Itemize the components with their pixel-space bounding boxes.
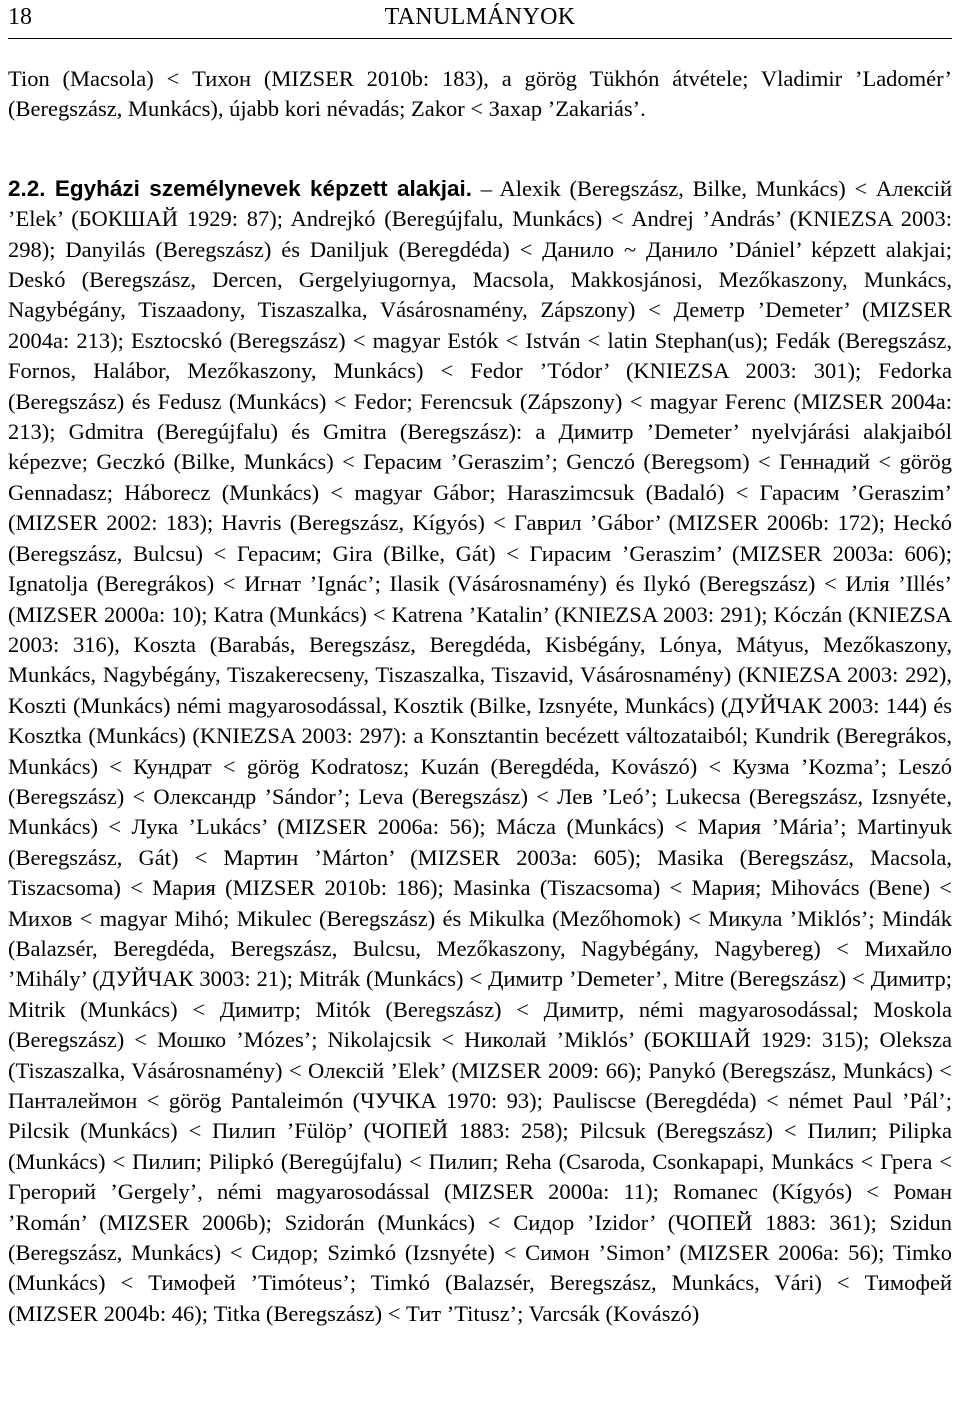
paragraph-2-text: – Alexik (Beregszász, Bilke, Munkács) < Алексій ’Elek’ (БОКШАЙ 1929: 87); Andrejkó (Beregújfalu, Munkács) < Andrej ’András’ (KNIEZSA 2003: 298); Danyilás (Beregszász) és Daniljuk (Beregdéda) < Данило ~ Данило ’Dániel’ képzett alakjai; Deskó (Beregszász, Dercen, Gergelyiugornya, Macsola, Makkosjánosi, Mezőkaszony, Munkács, Nagybégány, Tiszaadony, Tiszaszalka, Vásárosnamény, Zápszony) < Деметр ’Demeter’ (MIZSER 2004a: 213); Esztocskó (Beregszász) < magyar Estók < István < latin Stephan(us); Fedák (Beregszász, Fornos, Halábor, Mezőkaszony, Munkács) < Fedor ’Tódor’ (KNIEZSA 2003: 301); Fedorka (Beregszász) és Fedusz (Munkács) < Fedor; Ferencsuk (Zápszony) < magyar Ferenc (MIZSER 2004a: 213); Gdmitra (Beregújfalu) és Gmitra (Beregszász): a Димитр ’Demeter’ nyelvjárási alakjaiból képezve; Geczkó (Bilke, Munkács) < Герасим ’Geraszim’; Genczó (Beregsom) < Геннадий < görög Gennadasz; Háborecz (Munkács) < magyar Gábor; Haraszimcsuk (Badaló) < Гарасим ’Geraszim’ (MIZSER 2002: 183); Havris (Beregszász, Kígyós) < Гаврил ’Gábor’ (MIZSER 2006b: 172); Heckó (Beregszász, Bulcsu) < Герасим; Gira (Bilke, Gát) < Гирасим ’Geraszim’ (MIZSER 2003a: 606); Ignatolja (Beregrákos) < Игнат ’Ignác’; Ilasik (Vásárosnamény) és Ilykó (Beregszász) < Илія ’Illés’ (MIZSER 2000a: 10); Katra (Munkács) < Katrena ’Katalin’ (KNIEZSA 2003: 291); Kóczán (KNIEZSA 2003: 316), Koszta (Barabás, Beregszász, Beregdéda, Kisbégány, Lónya, Mátyus, Mezőkaszony, Munkács, Nagybégány, Tiszakerecseny, Tiszaszalka, Tiszavid, Vásárosnamény) (KNIEZSA 2003: 292), Koszti (Munkács) némi magyarosodással, Kosztik (Bilke, Izsnyéte, Munkács) (ДУЙЧАК 2003: 144) és Kosztka (Munkács) (KNIEZSA 2003: 297): a Konsztantin becézett változataiból; Kundrik (Beregrákos, Munkács) < Кундрат < görög Kodratosz; Kuzán (Beregdéda, Kovászó) < Кузма ’Kozma’; Leszó (Beregszász) < Олександр ’Sándor’; Leva (Beregszász) < Лев ’Leó’; Lukecsa (Beregszász, Izsnyéte, Munkács) < Лука ’Lukács’ (MIZSER 2006a: 56); Mácza (Munkács) < Мария ’Mária’; Martinyuk (Beregszász, Gát) < Мартин ’Márton’ (MIZSER 2003a: 605); Masika (Beregszász, Macsola, Tiszacsoma) < Мария (MIZSER 2010b: 186); Masinka (Tiszacsoma) < Мария; Mihovács (Bene) < Михов < magyar Mihó; Mikulec (Beregszász) és Mikulka (Mezőhomok) < Микула ’Miklós’; Mindák (Balazsér, Beregdéda, Beregszász, Bulcsu, Mezőkaszony, Nagybégány, Nagybereg) < Михайло ’Mihály’ (ДУЙЧАК 3003: 21); Mitrák (Munkács) < Димитр ’Demeter’, Mitre (Beregszász) < Димитр; Mitrik (Munkács) < Димитр; Mitók (Beregszász) < Димитр, némi magyarosodással; Moskola (Beregszász) < Мошко ’Mózes’; Nikolajcsik < Николай ’Miklós’ (БОКШАЙ 1929: 315); Oleksza (Tiszaszalka, Vásárosnamény) < Олексій ’Elek’ (MIZSER 2009: 66); Panykó (Beregszász, Munkács) < Панталеймон < görög Pantaleimón (ЧУЧКА 1970: 93); Pauliscse (Beregdéda) < német Paul ’Pál’; Pilcsik (Munkács) < Пилип ’Fülöp’ (ЧОПЕЙ 1883: 258); Pilcsuk (Beregszász) < Пилип; Pilipka (Munkács) < Пилип; Pilipkó (Beregújfalu) < Пилип; Reha (Csaroda, Csonkapapi, Munkács < Грега < Грегорий ’Gergely’, némi magyarosodással (MIZSER 2000a: 11); Romanec (Kígyós) < Роман ’Román’ (MIZSER 2006b); Szidorán (Munkács) < Сидор ’Izidor’ (ЧОПЕЙ 1883: 361); Szidun (Beregszász, Munkács) < Сидор; Szimkó (Izsnyéte) < Симон ’Simon’ (MIZSER 2006a: 56); Timko (Munkács) < Тимофей ’Timóteus’; Timkó (Balazsér, Beregszász, Munkács, Vári) < Тимофей (MIZSER 2004b: 46); Titka (Beregszász) < Тит ’Titusz’; Varcsák (Kovászó) — [8, 175, 953, 1326]
section-heading: 2.2. Egyházi személynevek képzett alakjai. — [8, 175, 473, 201]
paragraph-gap — [8, 125, 952, 174]
page-header — [8, 4, 952, 38]
header-rule — [8, 38, 952, 39]
running-title: TANULMÁNYOK — [384, 4, 576, 30]
paragraph-1: Tion (Macsola) < Тихон (MIZSER 2010b: 183), a görög Tükhón átvétele; Vladimir ’Ladomér’ (Beregszász, Munkács), újabb kori névadás; Zakor < Захар ’Zakariás’. — [8, 66, 952, 122]
paragraph-2 — [8, 174, 952, 1329]
body-text — [8, 64, 952, 1329]
page-number: 18 — [8, 4, 32, 30]
